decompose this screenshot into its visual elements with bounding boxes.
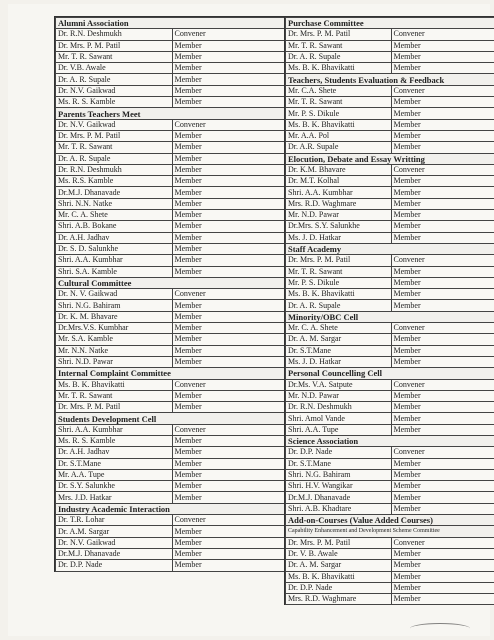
member-row bbox=[56, 345, 289, 356]
member-row bbox=[56, 142, 289, 153]
member-role: Member bbox=[391, 232, 494, 243]
member-row bbox=[286, 232, 494, 243]
member-name: Mr. T. R. Sawant bbox=[286, 97, 392, 108]
member-row bbox=[286, 334, 494, 345]
member-row bbox=[286, 323, 494, 334]
member-row bbox=[286, 97, 494, 108]
member-role: Member bbox=[172, 243, 289, 254]
member-role: Convener bbox=[172, 289, 289, 300]
member-role: Member bbox=[172, 548, 289, 559]
member-row bbox=[56, 198, 289, 209]
member-row bbox=[56, 311, 289, 322]
member-name: Ms. B. K. Bhavikatti bbox=[56, 379, 173, 390]
member-row bbox=[56, 210, 289, 221]
member-row bbox=[56, 515, 289, 526]
member-role: Member bbox=[172, 266, 289, 277]
member-name: Dr. Mrs. P. M. Patil bbox=[286, 29, 392, 40]
member-row bbox=[56, 379, 289, 390]
section-title: Purchase Committee bbox=[286, 18, 494, 29]
member-row bbox=[286, 560, 494, 571]
member-role: Member bbox=[172, 210, 289, 221]
section-title: Industry Academic Interaction bbox=[56, 503, 289, 514]
member-name: Dr. A. R. Supale bbox=[286, 300, 392, 311]
member-name: Dr. S.T.Mane bbox=[56, 458, 173, 469]
member-name: Mr. P. S. Dikule bbox=[286, 108, 392, 119]
member-row bbox=[56, 323, 289, 334]
member-row bbox=[56, 537, 289, 548]
member-role: Member bbox=[172, 51, 289, 62]
member-role: Member bbox=[391, 390, 494, 401]
member-row bbox=[56, 176, 289, 187]
member-role: Member bbox=[172, 435, 289, 446]
member-role: Member bbox=[391, 97, 494, 108]
member-name: Dr. Mrs. P. M. Patil bbox=[56, 40, 173, 51]
member-row bbox=[56, 97, 289, 108]
member-name: Mrs. J.D. Hatkar bbox=[56, 492, 173, 503]
member-name: Dr. A. R. Supale bbox=[56, 74, 173, 85]
member-role: Member bbox=[172, 560, 289, 571]
member-name: Dr. A.H. Jadhav bbox=[56, 447, 173, 458]
member-name: Dr. N. V. Gaikwad bbox=[56, 289, 173, 300]
member-name: Dr. A.M. Sargar bbox=[56, 526, 173, 537]
member-role: Member bbox=[391, 458, 494, 469]
section-header-row bbox=[56, 503, 289, 514]
member-role: Member bbox=[172, 187, 289, 198]
member-name: Dr.M.J. Dhanavade bbox=[56, 187, 173, 198]
member-name: Dr. N.V. Gaikwad bbox=[56, 537, 173, 548]
member-role: Member bbox=[172, 390, 289, 401]
member-row bbox=[56, 51, 289, 62]
member-name: Dr. D.P. Nade bbox=[56, 560, 173, 571]
member-row bbox=[286, 63, 494, 74]
member-role: Member bbox=[391, 221, 494, 232]
member-row bbox=[56, 334, 289, 345]
member-row bbox=[286, 40, 494, 51]
member-role: Member bbox=[172, 458, 289, 469]
member-name: Dr. S.T.Mane bbox=[286, 458, 392, 469]
section-title: Alumni Association bbox=[56, 18, 289, 29]
member-role: Member bbox=[391, 334, 494, 345]
member-role: Member bbox=[172, 176, 289, 187]
section-header-row bbox=[56, 108, 289, 119]
member-role: Member bbox=[172, 40, 289, 51]
member-name: Dr. R.N. Deshmukh bbox=[56, 29, 173, 40]
section-header-row bbox=[286, 243, 494, 254]
section-header-row bbox=[286, 368, 494, 379]
member-row bbox=[286, 424, 494, 435]
member-name: Dr. A. R. Supale bbox=[286, 51, 392, 62]
member-name: Dr.Mrs. S.Y. Salunkhe bbox=[286, 221, 392, 232]
member-row bbox=[56, 119, 289, 130]
right-committee-table bbox=[285, 17, 494, 605]
member-name: Mr. T. R. Sawant bbox=[56, 142, 173, 153]
member-row bbox=[286, 142, 494, 153]
member-name: Dr. D.P. Nade bbox=[286, 447, 392, 458]
member-role: Member bbox=[172, 402, 289, 413]
member-row bbox=[56, 492, 289, 503]
member-row bbox=[56, 390, 289, 401]
member-row bbox=[56, 435, 289, 446]
member-row bbox=[56, 187, 289, 198]
member-name: Dr.Ms. V.A. Satpute bbox=[286, 379, 392, 390]
member-name: Dr. Mrs. P. M. Patil bbox=[286, 255, 392, 266]
member-row bbox=[286, 300, 494, 311]
member-role: Member bbox=[391, 424, 494, 435]
member-row bbox=[56, 153, 289, 164]
member-name: Mr. S.A. Kamble bbox=[56, 334, 173, 345]
member-role: Member bbox=[172, 255, 289, 266]
member-name: Dr. D.P. Nade bbox=[286, 582, 392, 593]
member-row bbox=[286, 537, 494, 548]
section-header-row bbox=[286, 515, 494, 526]
member-role: Member bbox=[172, 164, 289, 175]
section-title: Science Association bbox=[286, 435, 494, 446]
member-name: Mrs. R.D. Waghmare bbox=[286, 594, 392, 605]
member-role: Convener bbox=[172, 515, 289, 526]
member-role: Member bbox=[172, 447, 289, 458]
member-role: Member bbox=[391, 40, 494, 51]
member-name: Ms. B. K. Bhavikatti bbox=[286, 571, 392, 582]
member-row bbox=[56, 85, 289, 96]
member-row bbox=[56, 164, 289, 175]
member-row bbox=[286, 51, 494, 62]
member-role: Member bbox=[172, 345, 289, 356]
member-name: Shri. A.B. Bokane bbox=[56, 221, 173, 232]
member-name: Mrs. R.D. Waghmare bbox=[286, 198, 392, 209]
member-role: Member bbox=[391, 198, 494, 209]
member-name: Dr. K.M. Bhavare bbox=[286, 164, 392, 175]
section-subtitle: Capability Enhancement and Development Scheme Committee bbox=[286, 526, 494, 537]
member-name: Mr. C. A. Shete bbox=[56, 210, 173, 221]
member-name: Dr. K. M. Bhavare bbox=[56, 311, 173, 322]
member-role: Member bbox=[391, 130, 494, 141]
member-row bbox=[56, 40, 289, 51]
member-name: Shri. Amol Vande bbox=[286, 413, 392, 424]
member-name: Dr. A. M. Sargar bbox=[286, 560, 392, 571]
member-row bbox=[56, 255, 289, 266]
section-header-row bbox=[56, 413, 289, 424]
member-role: Member bbox=[172, 537, 289, 548]
member-role: Member bbox=[172, 153, 289, 164]
member-name: Mr. T. R. Sawant bbox=[56, 390, 173, 401]
member-row bbox=[286, 255, 494, 266]
member-role: Member bbox=[391, 345, 494, 356]
member-row bbox=[286, 29, 494, 40]
member-role: Member bbox=[172, 142, 289, 153]
member-row bbox=[56, 221, 289, 232]
member-row bbox=[56, 300, 289, 311]
member-role: Member bbox=[172, 198, 289, 209]
section-header-row bbox=[286, 74, 494, 85]
member-name: Dr.M.J. Dhanavade bbox=[56, 548, 173, 559]
member-row bbox=[286, 390, 494, 401]
member-row bbox=[286, 289, 494, 300]
member-role: Member bbox=[391, 108, 494, 119]
member-name: Ms. R. S. Kamble bbox=[56, 97, 173, 108]
right-column bbox=[284, 16, 494, 605]
member-row bbox=[286, 345, 494, 356]
member-name: Shri. A.A. Kumbhar bbox=[56, 255, 173, 266]
member-row bbox=[56, 74, 289, 85]
member-role: Convener bbox=[391, 255, 494, 266]
member-row bbox=[286, 413, 494, 424]
member-row bbox=[56, 481, 289, 492]
member-role: Member bbox=[391, 187, 494, 198]
member-role: Member bbox=[172, 63, 289, 74]
member-name: Mr. N.D. Pawar bbox=[286, 390, 392, 401]
member-row bbox=[286, 210, 494, 221]
member-name: Ms. J. D. Hatkar bbox=[286, 232, 392, 243]
member-name: Dr. A.H. Jadhav bbox=[56, 232, 173, 243]
member-role: Member bbox=[391, 142, 494, 153]
member-name: Dr. A.R. Supale bbox=[286, 142, 392, 153]
member-name: Shri. A.A. Kumbhar bbox=[56, 424, 173, 435]
member-role: Member bbox=[172, 492, 289, 503]
member-role: Member bbox=[172, 481, 289, 492]
member-role: Member bbox=[391, 119, 494, 130]
member-name: Shri. N.D. Pawar bbox=[56, 356, 173, 367]
section-title: Personal Councelling Cell bbox=[286, 368, 494, 379]
member-row bbox=[56, 266, 289, 277]
section-title: Students Development Cell bbox=[56, 413, 289, 424]
member-row bbox=[56, 424, 289, 435]
member-name: Dr. S. D. Salunkhe bbox=[56, 243, 173, 254]
section-title: Elocution, Debate and Essay Writting bbox=[286, 153, 494, 164]
member-row bbox=[286, 176, 494, 187]
member-name: Shri. H.V. Wangikar bbox=[286, 481, 392, 492]
member-name: Shri. N.G. Bahiram bbox=[56, 300, 173, 311]
member-role: Convener bbox=[391, 447, 494, 458]
member-row bbox=[286, 481, 494, 492]
member-role: Member bbox=[391, 210, 494, 221]
member-row bbox=[56, 130, 289, 141]
member-role: Member bbox=[172, 323, 289, 334]
member-role: Convener bbox=[172, 379, 289, 390]
member-row bbox=[56, 356, 289, 367]
member-row bbox=[56, 243, 289, 254]
member-role: Member bbox=[172, 130, 289, 141]
member-row bbox=[286, 221, 494, 232]
member-row bbox=[286, 108, 494, 119]
member-name: Ms. B. K. Bhavikatti bbox=[286, 119, 392, 130]
member-role: Member bbox=[391, 492, 494, 503]
member-row bbox=[286, 356, 494, 367]
member-name: Dr. M.T. Kolhal bbox=[286, 176, 392, 187]
member-role: Member bbox=[391, 402, 494, 413]
member-row bbox=[56, 560, 289, 571]
member-name: Dr. Mrs. P. M. Patil bbox=[56, 130, 173, 141]
member-name: Shri. S.A. Kamble bbox=[56, 266, 173, 277]
member-role: Member bbox=[391, 503, 494, 514]
member-role: Member bbox=[172, 97, 289, 108]
section-header-row bbox=[286, 311, 494, 322]
member-role: Member bbox=[391, 560, 494, 571]
member-row bbox=[286, 85, 494, 96]
member-role: Convener bbox=[391, 323, 494, 334]
member-name: Ms. J. D. Hatkar bbox=[286, 356, 392, 367]
member-row bbox=[286, 548, 494, 559]
member-name: Dr. S.T.Mane bbox=[286, 345, 392, 356]
member-name: Dr. Mrs. P. M. Patil bbox=[286, 537, 392, 548]
document-page bbox=[8, 4, 490, 636]
member-role: Convener bbox=[172, 29, 289, 40]
member-name: Shri. A.A. Tupe bbox=[286, 424, 392, 435]
member-name: Mr. A.A. Pol bbox=[286, 130, 392, 141]
member-name: Mr. P. S. Dikule bbox=[286, 277, 392, 288]
member-row bbox=[286, 594, 494, 605]
section-title: Minority/OBC Cell bbox=[286, 311, 494, 322]
section-header-row bbox=[56, 18, 289, 29]
section-header-row bbox=[56, 277, 289, 288]
member-name: Dr. R.N. Deshmukh bbox=[56, 164, 173, 175]
member-role: Member bbox=[391, 63, 494, 74]
member-role: Member bbox=[391, 594, 494, 605]
member-role: Member bbox=[391, 289, 494, 300]
member-name: Ms. R. S. Kamble bbox=[56, 435, 173, 446]
member-name: Dr. Mrs. P. M. Patil bbox=[56, 402, 173, 413]
member-role: Member bbox=[172, 334, 289, 345]
member-role: Member bbox=[172, 356, 289, 367]
section-title: Staff Academy bbox=[286, 243, 494, 254]
member-name: Dr. R.N. Deshmukh bbox=[286, 402, 392, 413]
member-row bbox=[286, 379, 494, 390]
member-role: Member bbox=[391, 277, 494, 288]
member-row bbox=[286, 164, 494, 175]
member-row bbox=[286, 266, 494, 277]
member-name: Ms. B. K. Bhavikatti bbox=[286, 63, 392, 74]
member-name: Mr. N.N. Natke bbox=[56, 345, 173, 356]
member-role: Member bbox=[391, 571, 494, 582]
section-title: Parents Teachers Meet bbox=[56, 108, 289, 119]
member-row bbox=[56, 469, 289, 480]
member-role: Member bbox=[391, 300, 494, 311]
member-name: Ms. B. K. Bhavikatti bbox=[286, 289, 392, 300]
section-subtitle-row bbox=[286, 526, 494, 537]
member-role: Member bbox=[172, 74, 289, 85]
member-name: Mr. T. R. Sawant bbox=[286, 266, 392, 277]
member-row bbox=[56, 458, 289, 469]
member-row bbox=[286, 582, 494, 593]
member-name: Shri. N.G. Bahiram bbox=[286, 469, 392, 480]
member-name: Mr. T. R. Sawant bbox=[286, 40, 392, 51]
member-row bbox=[56, 29, 289, 40]
member-role: Member bbox=[172, 300, 289, 311]
member-name: Dr. A. R. Supale bbox=[56, 153, 173, 164]
member-name: Dr. V. B. Awale bbox=[286, 548, 392, 559]
member-role: Member bbox=[391, 548, 494, 559]
member-row bbox=[286, 130, 494, 141]
section-header-row bbox=[286, 153, 494, 164]
member-row bbox=[286, 503, 494, 514]
member-row bbox=[286, 402, 494, 413]
member-role: Member bbox=[172, 311, 289, 322]
section-title: Add-on-Courses (Value Added Courses) bbox=[286, 515, 494, 526]
member-role: Member bbox=[391, 481, 494, 492]
member-row bbox=[56, 526, 289, 537]
section-header-row bbox=[56, 368, 289, 379]
member-name: Dr. V.B. Awale bbox=[56, 63, 173, 74]
member-name: Shri. A.B. Khadtare bbox=[286, 503, 392, 514]
member-role: Member bbox=[172, 232, 289, 243]
member-row bbox=[286, 571, 494, 582]
member-role: Convener bbox=[391, 29, 494, 40]
member-name: Ms. R.S. Kamble bbox=[56, 176, 173, 187]
member-row bbox=[286, 447, 494, 458]
member-row bbox=[56, 63, 289, 74]
member-row bbox=[56, 289, 289, 300]
member-role: Convener bbox=[391, 379, 494, 390]
section-header-row bbox=[286, 435, 494, 446]
member-name: Mr. N.D. Pawar bbox=[286, 210, 392, 221]
member-row bbox=[286, 469, 494, 480]
member-role: Member bbox=[391, 51, 494, 62]
member-row bbox=[286, 198, 494, 209]
member-role: Convener bbox=[391, 537, 494, 548]
member-name: Shri. N.N. Natke bbox=[56, 198, 173, 209]
member-role: Convener bbox=[172, 424, 289, 435]
member-row bbox=[286, 492, 494, 503]
section-title: Cultural Committee bbox=[56, 277, 289, 288]
member-name: Dr. S.Y. Salunkhe bbox=[56, 481, 173, 492]
member-name: Mr. T. R. Sawant bbox=[56, 51, 173, 62]
member-role: Convener bbox=[391, 164, 494, 175]
member-row bbox=[286, 277, 494, 288]
member-name: Mr. A.A. Tupe bbox=[56, 469, 173, 480]
member-name: Dr.M.J. Dhanavade bbox=[286, 492, 392, 503]
member-role: Convener bbox=[391, 85, 494, 96]
member-name: Dr.Mrs.V.S. Kumbhar bbox=[56, 323, 173, 334]
member-name: Mr. C.A. Shete bbox=[286, 85, 392, 96]
member-row bbox=[56, 402, 289, 413]
member-role: Member bbox=[391, 266, 494, 277]
member-name: Dr. N.V. Gaikwad bbox=[56, 85, 173, 96]
section-header-row bbox=[286, 18, 494, 29]
member-name: Dr. A. M. Sargar bbox=[286, 334, 392, 345]
section-title: Teachers, Students Evaluation & Feedback bbox=[286, 74, 494, 85]
member-row bbox=[286, 458, 494, 469]
member-role: Member bbox=[391, 582, 494, 593]
member-name: Shri. A.A. Kumbhar bbox=[286, 187, 392, 198]
member-name: Dr. N.V. Gaikwad bbox=[56, 119, 173, 130]
member-role: Member bbox=[172, 85, 289, 96]
member-row bbox=[56, 447, 289, 458]
left-column bbox=[54, 16, 290, 572]
section-title: Internal Complaint Committee bbox=[56, 368, 289, 379]
member-role: Member bbox=[391, 469, 494, 480]
member-row bbox=[286, 187, 494, 198]
member-role: Member bbox=[172, 469, 289, 480]
member-role: Member bbox=[172, 221, 289, 232]
member-name: Mr. C. A. Shete bbox=[286, 323, 392, 334]
member-name: Dr. T.R. Lohar bbox=[56, 515, 173, 526]
member-role: Member bbox=[391, 413, 494, 424]
member-row bbox=[56, 232, 289, 243]
member-role: Member bbox=[172, 526, 289, 537]
member-role: Member bbox=[391, 176, 494, 187]
left-committee-table bbox=[55, 17, 289, 572]
member-row bbox=[56, 548, 289, 559]
member-role: Member bbox=[391, 356, 494, 367]
member-role: Convener bbox=[172, 119, 289, 130]
member-row bbox=[286, 119, 494, 130]
signature-mark bbox=[410, 623, 470, 634]
